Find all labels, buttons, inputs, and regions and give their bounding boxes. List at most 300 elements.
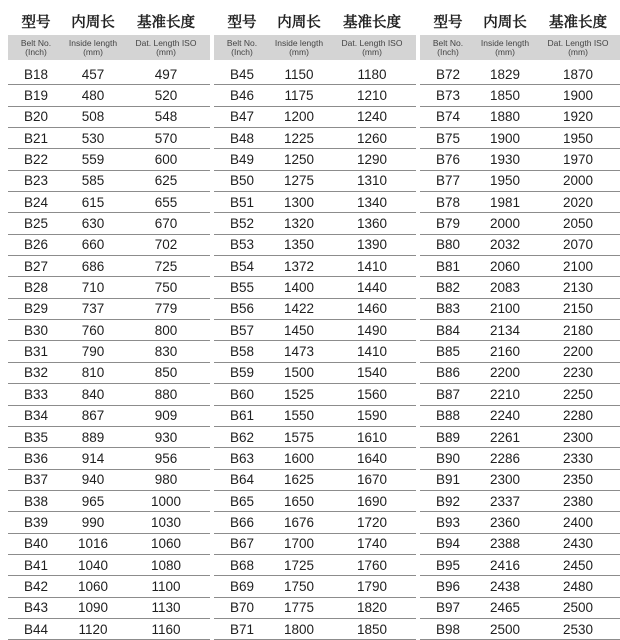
cell-belt-no: B19	[23, 88, 49, 104]
table-row	[8, 107, 210, 128]
cell-belt-no: B83	[435, 301, 461, 317]
cell-datum-length: 2000	[562, 173, 594, 189]
cell-datum-length: 830	[154, 344, 178, 360]
table-row	[8, 192, 210, 213]
header-belt-no-en: Belt No. (Inch)	[226, 37, 258, 57]
table-row	[8, 213, 210, 234]
cell-belt-no: B60	[229, 386, 255, 402]
cell-inside-length: 1150	[284, 66, 314, 82]
table-row	[214, 406, 416, 427]
cell-datum-length: 670	[154, 216, 178, 232]
cell-datum-length: 1160	[151, 621, 181, 637]
cell-datum-length: 1130	[151, 600, 181, 616]
cell-inside-length: 1250	[283, 152, 315, 168]
cell-datum-length: 2200	[562, 344, 594, 360]
cell-inside-length: 1090	[77, 600, 109, 616]
header-datum-length: 基准长度	[137, 15, 195, 31]
cell-inside-length: 2388	[489, 536, 521, 552]
cell-datum-length: 2330	[562, 450, 594, 466]
table-row	[8, 406, 210, 427]
cell-belt-no: B36	[23, 450, 49, 466]
cell-datum-length: 1870	[562, 66, 594, 82]
header-inside-length: 内周长	[277, 15, 321, 31]
cell-datum-length: 2070	[562, 237, 594, 253]
cell-inside-length: 1981	[489, 194, 521, 210]
header-inside-length-en: Inside length (mm)	[68, 37, 118, 57]
cell-belt-no: B72	[435, 66, 461, 82]
cell-datum-length: 2100	[562, 258, 594, 274]
cell-belt-no: B77	[435, 173, 461, 189]
table-row	[8, 128, 210, 149]
table-row	[8, 341, 210, 362]
cell-inside-length: 1950	[489, 173, 521, 189]
cell-datum-length: 2150	[562, 301, 594, 317]
cell-datum-length: 2300	[562, 429, 594, 445]
cell-datum-length: 1440	[356, 280, 388, 296]
cell-datum-length: 1640	[356, 450, 388, 466]
cell-belt-no: B42	[23, 578, 49, 594]
cell-datum-length: 800	[154, 322, 178, 338]
cell-belt-no: B26	[23, 237, 49, 253]
table-row	[214, 341, 416, 362]
cell-belt-no: B74	[435, 109, 461, 125]
table-row	[214, 213, 416, 234]
cell-inside-length: 1225	[283, 130, 315, 146]
cell-datum-length: 1060	[150, 536, 182, 552]
header-datum-length: 基准长度	[343, 15, 401, 31]
cell-belt-no: B75	[435, 130, 461, 146]
table-row	[214, 534, 416, 555]
cell-belt-no: B34	[23, 408, 49, 424]
cell-inside-length: 2240	[489, 408, 521, 424]
header-belt-no-en: Belt No. (Inch)	[432, 37, 464, 57]
cell-inside-length: 1473	[283, 344, 315, 360]
table-row	[214, 320, 416, 341]
table-row	[214, 619, 416, 640]
cell-datum-length: 850	[154, 365, 178, 381]
table-row	[8, 555, 210, 576]
cell-inside-length: 1120	[78, 621, 108, 637]
cell-belt-no: B88	[435, 408, 461, 424]
cell-datum-length: 1950	[562, 130, 594, 146]
cell-datum-length: 1560	[356, 386, 388, 402]
cell-datum-length: 1100	[151, 578, 181, 594]
table-row	[8, 149, 210, 170]
cell-datum-length: 1850	[356, 621, 388, 637]
cell-belt-no: B32	[23, 365, 49, 381]
cell-datum-length: 1390	[356, 237, 388, 253]
table-row	[8, 64, 210, 85]
cell-belt-no: B33	[23, 386, 49, 402]
table-body	[214, 64, 416, 640]
cell-belt-no: B45	[229, 66, 255, 82]
cell-inside-length: 615	[81, 194, 105, 210]
cell-belt-no: B94	[435, 536, 461, 552]
cell-datum-length: 2400	[562, 514, 594, 530]
cell-datum-length: 600	[154, 152, 178, 168]
table-row	[420, 256, 620, 277]
table-row	[8, 299, 210, 320]
table-row	[420, 85, 620, 106]
header-datum-length: 基准长度	[549, 15, 607, 31]
cell-inside-length: 1040	[77, 557, 109, 573]
cell-inside-length: 1775	[283, 600, 315, 616]
cell-belt-no: B24	[23, 194, 49, 210]
table-row	[8, 619, 210, 640]
cell-datum-length: 980	[154, 472, 178, 488]
table-row	[214, 235, 416, 256]
cell-datum-length: 1210	[356, 88, 388, 104]
cell-inside-length: 2438	[489, 578, 521, 594]
table-row	[420, 576, 620, 597]
cell-inside-length: 760	[81, 322, 105, 338]
header-row-chinese	[420, 8, 620, 35]
cell-belt-no: B29	[23, 301, 49, 317]
cell-datum-length: 1490	[356, 322, 388, 338]
cell-inside-length: 1700	[283, 536, 315, 552]
table-row	[8, 598, 210, 619]
cell-inside-length: 2261	[489, 429, 521, 445]
cell-datum-length: 1240	[356, 109, 388, 125]
table-row	[420, 619, 620, 640]
cell-belt-no: B95	[435, 557, 461, 573]
cell-datum-length: 880	[154, 386, 178, 402]
cell-datum-length: 1310	[356, 173, 388, 189]
cell-datum-length: 1290	[356, 152, 388, 168]
cell-inside-length: 990	[81, 514, 105, 530]
cell-inside-length: 2337	[489, 493, 521, 509]
table-row	[420, 320, 620, 341]
cell-datum-length: 956	[154, 450, 178, 466]
cell-datum-length: 2500	[562, 600, 594, 616]
cell-belt-no: B48	[229, 130, 255, 146]
cell-datum-length: 1720	[356, 514, 388, 530]
cell-inside-length: 1372	[283, 258, 315, 274]
table-row	[8, 576, 210, 597]
cell-datum-length: 2130	[562, 280, 594, 296]
cell-belt-no: B65	[229, 493, 255, 509]
table-row	[8, 512, 210, 533]
cell-inside-length: 2134	[489, 322, 521, 338]
cell-datum-length: 1360	[356, 216, 388, 232]
cell-inside-length: 2500	[489, 621, 521, 637]
table-row	[420, 277, 620, 298]
cell-inside-length: 1850	[489, 88, 521, 104]
table-row	[420, 363, 620, 384]
cell-datum-length: 2250	[562, 386, 594, 402]
cell-belt-no: B62	[229, 429, 255, 445]
cell-datum-length: 1080	[150, 557, 182, 573]
cell-belt-no: B40	[23, 536, 49, 552]
table-row	[214, 470, 416, 491]
header-inside-length: 内周长	[483, 15, 527, 31]
cell-belt-no: B46	[229, 88, 255, 104]
cell-belt-no: B96	[435, 578, 461, 594]
table-row	[214, 491, 416, 512]
table-row	[8, 85, 210, 106]
table-row	[214, 149, 416, 170]
cell-datum-length: 2530	[562, 621, 594, 637]
table-row	[214, 107, 416, 128]
table-row	[214, 448, 416, 469]
cell-inside-length: 1750	[283, 578, 315, 594]
table-row	[8, 534, 210, 555]
cell-belt-no: B38	[23, 493, 49, 509]
cell-datum-length: 1790	[356, 578, 388, 594]
table-row	[420, 107, 620, 128]
cell-inside-length: 1600	[283, 450, 315, 466]
cell-belt-no: B44	[23, 621, 49, 637]
cell-belt-no: B30	[23, 322, 49, 338]
cell-inside-length: 1200	[283, 109, 315, 125]
header-belt-no: 型号	[21, 15, 51, 31]
cell-inside-length: 508	[81, 109, 105, 125]
header-row-english	[420, 35, 620, 60]
cell-inside-length: 1422	[283, 301, 315, 317]
cell-datum-length: 2350	[562, 472, 594, 488]
cell-inside-length: 965	[81, 493, 105, 509]
table-row	[420, 213, 620, 234]
cell-belt-no: B31	[23, 344, 49, 360]
cell-datum-length: 1180	[357, 66, 387, 82]
table-row	[214, 363, 416, 384]
cell-belt-no: B76	[435, 152, 461, 168]
cell-inside-length: 2083	[489, 280, 521, 296]
table-row	[8, 491, 210, 512]
cell-inside-length: 2160	[489, 344, 521, 360]
cell-datum-length: 1540	[356, 365, 388, 381]
cell-inside-length: 530	[81, 130, 105, 146]
cell-inside-length: 1450	[283, 322, 315, 338]
cell-inside-length: 889	[81, 429, 105, 445]
table-row	[214, 427, 416, 448]
cell-datum-length: 909	[154, 408, 178, 424]
cell-inside-length: 867	[81, 408, 105, 424]
cell-datum-length: 1970	[562, 152, 594, 168]
cell-inside-length: 1550	[283, 408, 315, 424]
cell-datum-length: 655	[154, 194, 178, 210]
cell-inside-length: 2286	[489, 450, 521, 466]
cell-belt-no: B51	[229, 194, 255, 210]
cell-inside-length: 1575	[283, 429, 315, 445]
cell-inside-length: 2300	[489, 472, 521, 488]
table-row	[8, 470, 210, 491]
table-row	[420, 149, 620, 170]
cell-inside-length: 810	[81, 365, 105, 381]
cell-inside-length: 1175	[284, 88, 314, 104]
cell-inside-length: 914	[81, 450, 105, 466]
cell-belt-no: B79	[435, 216, 461, 232]
cell-belt-no: B53	[229, 237, 255, 253]
cell-datum-length: 1820	[356, 600, 388, 616]
cell-belt-no: B67	[229, 536, 255, 552]
header-belt-no-en: Belt No. (Inch)	[20, 37, 52, 57]
cell-datum-length: 1410	[356, 344, 388, 360]
table-row	[420, 427, 620, 448]
cell-belt-no: B22	[23, 152, 49, 168]
cell-inside-length: 737	[81, 301, 105, 317]
cell-datum-length: 750	[154, 280, 178, 296]
cell-belt-no: B90	[435, 450, 461, 466]
cell-belt-no: B66	[229, 514, 255, 530]
header-inside-length: 内周长	[71, 15, 115, 31]
table-row	[214, 192, 416, 213]
cell-belt-no: B86	[435, 365, 461, 381]
cell-inside-length: 1525	[283, 386, 315, 402]
cell-belt-no: B47	[229, 109, 255, 125]
cell-datum-length: 2450	[562, 557, 594, 573]
cell-datum-length: 1610	[356, 429, 388, 445]
table-row	[420, 384, 620, 405]
cell-inside-length: 710	[81, 280, 105, 296]
cell-datum-length: 1030	[150, 514, 182, 530]
header-row-english	[8, 35, 210, 60]
table-row	[420, 341, 620, 362]
cell-datum-length: 2180	[562, 322, 594, 338]
table-row	[214, 576, 416, 597]
cell-belt-no: B56	[229, 301, 255, 317]
cell-datum-length: 2280	[562, 408, 594, 424]
table-body	[8, 64, 210, 640]
cell-datum-length: 2050	[562, 216, 594, 232]
cell-inside-length: 1350	[283, 237, 315, 253]
header-row-english	[214, 35, 416, 60]
cell-inside-length: 1829	[489, 66, 521, 82]
cell-belt-no: B25	[23, 216, 49, 232]
header-row-chinese	[8, 8, 210, 35]
cell-belt-no: B93	[435, 514, 461, 530]
cell-datum-length: 1900	[562, 88, 594, 104]
cell-belt-no: B18	[23, 66, 49, 82]
cell-datum-length: 702	[154, 237, 178, 253]
cell-belt-no: B41	[23, 557, 49, 573]
table-row	[8, 256, 210, 277]
cell-inside-length: 1930	[489, 152, 521, 168]
cell-inside-length: 1676	[283, 514, 315, 530]
cell-inside-length: 1650	[283, 493, 315, 509]
cell-inside-length: 1060	[77, 578, 109, 594]
cell-datum-length: 570	[154, 130, 178, 146]
table-row	[420, 171, 620, 192]
cell-datum-length: 1460	[356, 301, 388, 317]
cell-belt-no: B70	[229, 600, 255, 616]
table-row	[420, 235, 620, 256]
table-row	[8, 320, 210, 341]
table-row	[8, 235, 210, 256]
cell-inside-length: 1500	[283, 365, 315, 381]
cell-inside-length: 1900	[489, 130, 521, 146]
cell-inside-length: 1300	[283, 194, 315, 210]
cell-inside-length: 585	[81, 173, 105, 189]
cell-belt-no: B43	[23, 600, 49, 616]
cell-inside-length: 630	[81, 216, 105, 232]
table-panel	[214, 8, 416, 640]
cell-inside-length: 1725	[283, 557, 315, 573]
cell-belt-no: B98	[435, 621, 461, 637]
cell-inside-length: 2200	[489, 365, 521, 381]
cell-datum-length: 1590	[356, 408, 388, 424]
table-row	[214, 64, 416, 85]
cell-datum-length: 625	[154, 173, 178, 189]
cell-datum-length: 2430	[562, 536, 594, 552]
cell-inside-length: 2360	[489, 514, 521, 530]
cell-inside-length: 660	[81, 237, 105, 253]
cell-datum-length: 520	[154, 88, 178, 104]
cell-belt-no: B58	[229, 344, 255, 360]
cell-belt-no: B61	[229, 408, 255, 424]
cell-belt-no: B55	[229, 280, 255, 296]
cell-inside-length: 940	[81, 472, 105, 488]
cell-belt-no: B63	[229, 450, 255, 466]
table-row	[214, 85, 416, 106]
table-row	[8, 171, 210, 192]
cell-inside-length: 1625	[283, 472, 315, 488]
cell-belt-no: B71	[229, 621, 255, 637]
table-row	[420, 598, 620, 619]
cell-belt-no: B87	[435, 386, 461, 402]
header-inside-length-en: Inside length (mm)	[274, 37, 324, 57]
cell-belt-no: B92	[435, 493, 461, 509]
table-row	[420, 491, 620, 512]
cell-belt-no: B84	[435, 322, 461, 338]
table-panel	[8, 8, 210, 640]
table-row	[420, 406, 620, 427]
cell-datum-length: 2230	[562, 365, 594, 381]
cell-datum-length: 1260	[356, 130, 388, 146]
cell-inside-length: 790	[81, 344, 105, 360]
cell-inside-length: 480	[81, 88, 105, 104]
table-row	[420, 534, 620, 555]
table-row	[214, 384, 416, 405]
table-row	[214, 256, 416, 277]
cell-belt-no: B52	[229, 216, 255, 232]
header-datum-length-en: Dat. Length ISO (mm)	[341, 37, 403, 57]
header-datum-length-en: Dat. Length ISO (mm)	[547, 37, 609, 57]
cell-datum-length: 497	[154, 66, 178, 82]
cell-belt-no: B23	[23, 173, 49, 189]
cell-datum-length: 1670	[356, 472, 388, 488]
cell-datum-length: 1340	[356, 194, 388, 210]
header-belt-no: 型号	[433, 15, 463, 31]
cell-datum-length: 1690	[356, 493, 388, 509]
table-row	[214, 512, 416, 533]
table-row	[8, 427, 210, 448]
cell-belt-no: B81	[435, 258, 461, 274]
cell-belt-no: B27	[23, 258, 49, 274]
cell-datum-length: 548	[154, 109, 178, 125]
table-row	[8, 384, 210, 405]
cell-inside-length: 559	[81, 152, 105, 168]
cell-belt-no: B73	[435, 88, 461, 104]
cell-belt-no: B35	[23, 429, 49, 445]
cell-belt-no: B85	[435, 344, 461, 360]
table-row	[420, 448, 620, 469]
cell-datum-length: 1760	[356, 557, 388, 573]
cell-belt-no: B64	[229, 472, 255, 488]
cell-belt-no: B37	[23, 472, 49, 488]
table-row	[214, 171, 416, 192]
cell-inside-length: 2416	[489, 557, 521, 573]
cell-belt-no: B54	[229, 258, 255, 274]
cell-inside-length: 1275	[283, 173, 315, 189]
cell-belt-no: B59	[229, 365, 255, 381]
cell-inside-length: 2032	[489, 237, 521, 253]
cell-inside-length: 2210	[489, 386, 521, 402]
cell-datum-length: 1920	[562, 109, 594, 125]
cell-inside-length: 1880	[489, 109, 521, 125]
header-belt-no: 型号	[227, 15, 257, 31]
cell-datum-length: 930	[154, 429, 178, 445]
